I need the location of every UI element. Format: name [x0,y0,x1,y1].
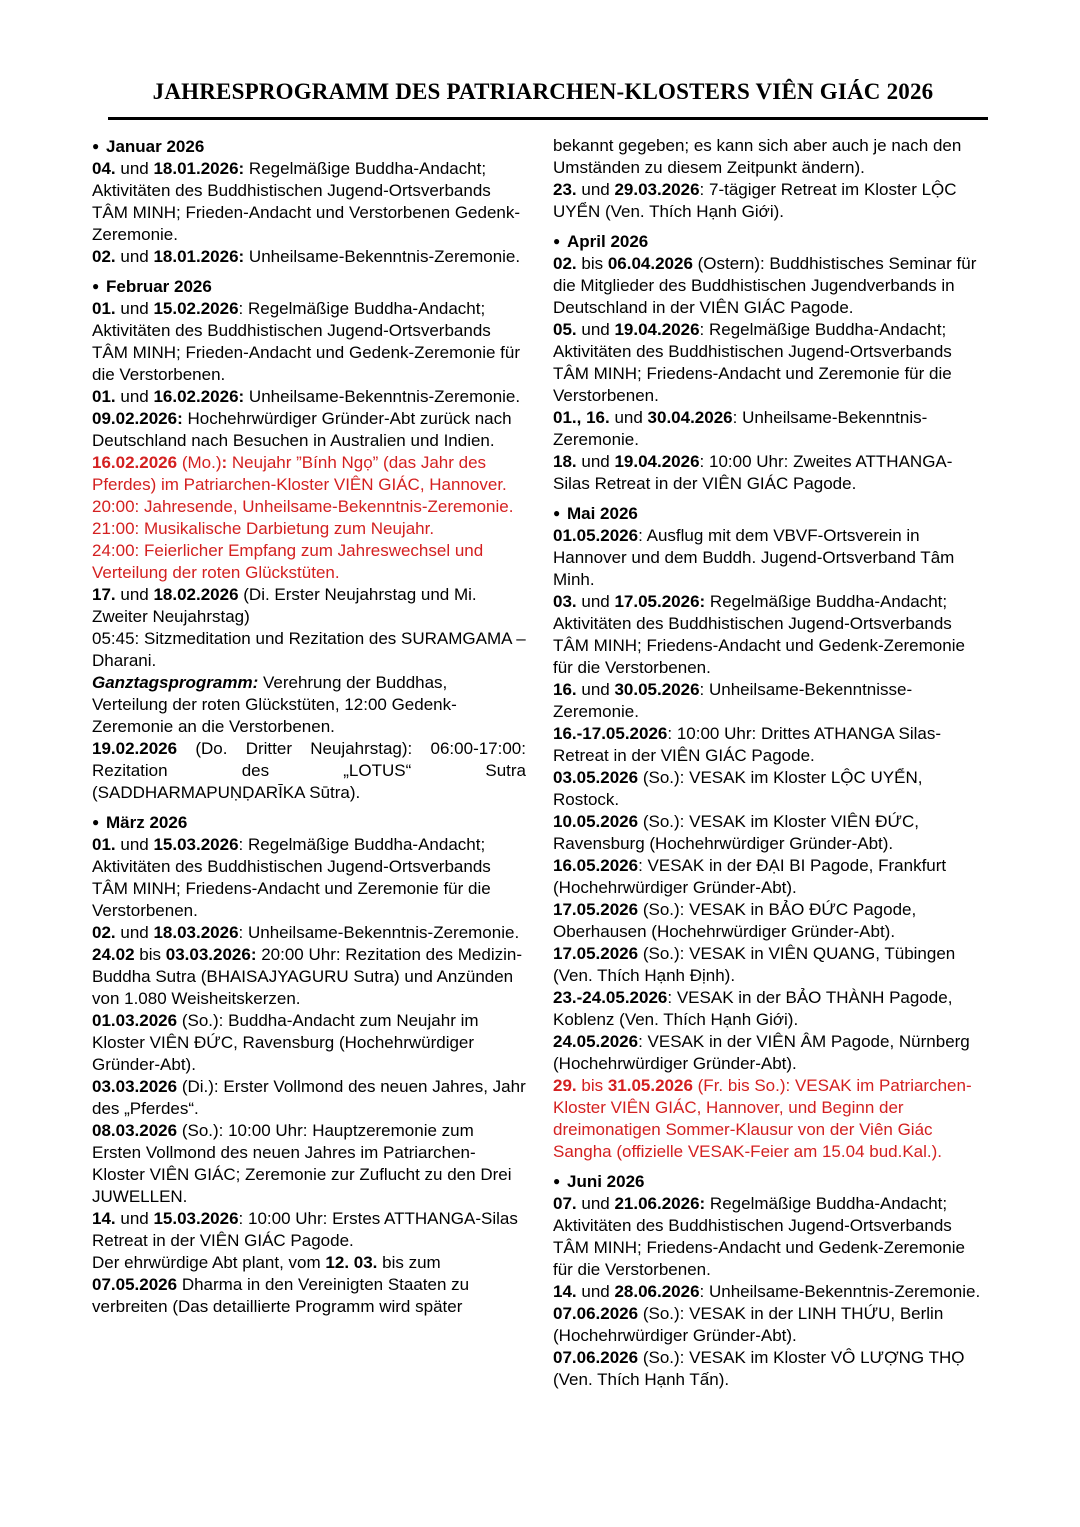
entry-date: 18.03.2026 [153,923,239,942]
entry-date: Ganztagsprogramm: [92,673,259,692]
program-entry [553,943,987,987]
entry-date: 19.04.2026 [614,452,700,471]
program-entry [553,525,987,591]
entry-date: 16.-17.05.2026 [553,724,668,743]
entry-text: : Unheilsame-Bekenntnisse-Zeremonie. [553,680,913,721]
program-entry [92,1076,526,1120]
entry-text: bis [576,1076,608,1095]
entry-text: (So.): VESAK im Kloster VIÊN ĐỨC, Ravensburg (Hochehrwürdiger Gründer-Abt). [553,812,920,853]
entry-date: 03.03.2026: [165,945,257,964]
entry-text: (So.): VESAK in BẢO ĐỨC Pagode, Oberhausen (Hochehrwürdiger Gründer-Abt). [553,900,917,941]
bullet-icon: ● [92,279,100,293]
entry-text: 20:00 Uhr: Rezitation des Medizin-Buddha Sutra (BHAISAJYAGURU Sutra) und Anzünden von 1.080 Weisheitskerzen. [92,945,523,1008]
entry-date: 31.05.2026 [607,1076,693,1095]
program-entry [92,1120,526,1208]
program-entry [92,496,526,518]
entry-date: 07.05.2026 [92,1275,178,1294]
entry-date: 12. 03. [325,1253,378,1272]
month-heading-text: Mai 2026 [567,504,638,523]
entry-date: 01. [92,299,116,318]
program-entry [92,1252,526,1318]
entry-text: bekannt gegeben; es kann sich aber auch je nach den Umständen zu diesem Zeitpunkt ändern). [553,136,962,177]
entry-text: (So.): VESAK in VIÊN QUANG, Tübingen (Ven. Thích Hạnh Định). [553,944,956,985]
entry-text: und [115,1209,154,1228]
entry-text: : VESAK in der ĐẠI BI Pagode, Frankfurt (Hochehrwürdiger Gründer-Abt). [553,856,947,897]
entry-text: Regelmäßige Buddha-Andacht; Aktivitäten des Buddhistischen Jugend-Ortsverbands TÂM MINH; Friedens-Andacht und Gedenk-Zeremonie für die Verstorbenen. [553,592,965,677]
entry-text: und [115,159,154,178]
entry-date: 18.02.2026 [153,585,239,604]
program-entry [92,540,526,584]
entry-date: 15.03.2026 [153,835,239,854]
left-column [92,135,526,1318]
month-heading [553,230,987,253]
entry-date: 02. [553,254,577,273]
entry-date: 24.05.2026 [553,1032,639,1051]
entry-text: : Regelmäßige Buddha-Andacht; Aktivitäten des Buddhistischen Jugend-Ortsverbands TÂM MINH; Frieden-Andacht und Gedenk-Zeremonie für die Verstorbenen. [92,299,521,384]
month-heading-text: Januar 2026 [106,137,205,156]
bullet-icon: ● [92,139,100,153]
entry-text: (Do. Dritter Neujahrstag): 06:00-17:00: Rezitation des „LOTUS“ Sutra [92,739,526,780]
entry-text: Neujahr ”Bính Ngọ” (das Jahr des Pferdes) im Patriarchen-Kloster VIÊN GIÁC, Hannover. [92,453,507,494]
program-entry [553,407,987,451]
entry-date: 02. [92,247,116,266]
entry-date: 30.04.2026 [647,408,733,427]
program-entry [92,158,526,246]
program-entry [92,628,526,672]
program-entry [92,922,526,944]
month-heading [553,1170,987,1193]
program-entry [92,1010,526,1076]
entry-date: 15.02.2026 [153,299,239,318]
program-entry [553,591,987,679]
entry-text: : 10:00 Uhr: Erstes ATTHANGA-Silas Retreat in der VIÊN GIÁC Pagode. [92,1209,518,1250]
entry-text: Der ehrwürdige Abt plant, vom [92,1253,326,1272]
entry-text: und [609,408,648,427]
entry-text: Verehrung der Buddhas, Verteilung der roten Glückstüten, 12:00 Gedenk-Zeremonie an die Verstorbenen. [92,673,457,736]
entry-date: 23. [553,180,577,199]
program-entry [92,386,526,408]
entry-date: 03.05.2026 [553,768,639,787]
program-entry [553,679,987,723]
entry-date: 17.05.2026 [553,944,639,963]
entry-text: (SADDHARMAPUṆḌARĪKA Sūtra). [92,783,361,802]
entry-date: 06.04.2026 [607,254,693,273]
entry-date: 03.03.2026 [92,1077,178,1096]
month-section [92,135,526,268]
entry-text: (So.): Buddha-Andacht zum Neujahr im Kloster VIÊN ĐỨC, Ravensburg (Hochehrwürdiger Gründer-Abt). [92,1011,479,1074]
entry-text: 05:45: Sitzmeditation und Rezitation des SURAMGAMA – Dharani. [92,629,526,670]
program-entry [553,135,987,179]
entry-text: und [576,1282,615,1301]
program-entry [92,584,526,628]
entry-date: 17.05.2026: [614,592,706,611]
entry-date: 14. [92,1209,116,1228]
entry-date: 19.02.2026 [92,739,178,758]
entry-text: 21:00: Musikalische Darbietung zum Neujahr. [92,519,435,538]
entry-text: und [115,247,154,266]
entry-date: : [221,453,228,472]
entry-date: 17.05.2026 [553,900,639,919]
entry-date: 28.06.2026 [614,1282,700,1301]
program-entry [92,1208,526,1252]
program-entry [553,253,987,319]
program-entry [553,767,987,811]
entry-date: 15.03.2026 [153,1209,239,1228]
bullet-icon: ● [553,1174,561,1188]
entry-text: : VESAK in der BẢO THÀNH Pagode, Koblenz (Ven. Thích Hạnh Giới). [553,988,953,1029]
program-entry [553,1281,987,1303]
program-entry [553,1031,987,1075]
entry-text: : 10:00 Uhr: Zweites ATTHANGA-Silas Retreat in der VIÊN GIÁC Pagode. [553,452,953,493]
entry-text: und [115,585,154,604]
entry-date: 17. [92,585,116,604]
entry-text: Regelmäßige Buddha-Andacht; Aktivitäten des Buddhistischen Jugend-Ortsverbands TÂM MINH; Friedens-Andacht und Gedenk-Zeremonie für die Verstorbenen. [553,1194,965,1279]
bullet-icon: ● [92,815,100,829]
program-entry [92,452,526,496]
program-entry [92,298,526,386]
entry-date: 04. [92,159,116,178]
month-heading-text: Juni 2026 [567,1172,645,1191]
entry-text: bis zum [377,1253,441,1272]
entry-text: und [115,923,154,942]
entry-text: und [115,835,154,854]
entry-date: 16.02.2026: [153,387,245,406]
program-entry [553,1193,987,1281]
entry-date: 18.01.2026: [153,247,245,266]
entry-text: Regelmäßige Buddha-Andacht; Aktivitäten des Buddhistischen Jugend-Ortsverbands TÂM MINH; Frieden-Andacht und Verstorbenen Gedenk-Zeremonie. [92,159,521,244]
entry-text: : Regelmäßige Buddha-Andacht; Aktivitäten des Buddhistischen Jugend-Ortsverbands TÂM MINH; Friedens-Andacht und Zeremonie für die Verstorbenen. [92,835,491,920]
bullet-icon: ● [553,506,561,520]
right-column [553,135,987,1391]
program-entry [553,987,987,1031]
entry-date: 16.02.2026 [92,453,178,472]
entry-date: 07.06.2026 [553,1304,639,1323]
program-entry [553,1075,987,1163]
entry-date: 08.03.2026 [92,1121,178,1140]
entry-date: 05. [553,320,577,339]
entry-text: bis [134,945,166,964]
entry-text: (So.): VESAK in der LINH THỨU, Berlin (Hochehrwürdiger Gründer-Abt). [553,1304,944,1345]
month-section [553,230,987,495]
entry-date: 01.05.2026 [553,526,639,545]
entry-date: 29.03.2026 [614,180,700,199]
month-heading [92,135,526,158]
entry-date: 21.06.2026: [614,1194,706,1213]
program-entry [553,451,987,495]
entry-text: (Ostern): Buddhistisches Seminar für die Mitglieder des Buddhistischen Jugendverbands in Deutschland in der VIÊN GIÁC Pagode. [553,254,977,317]
entry-text: und [576,320,615,339]
entry-date: 16. [553,680,577,699]
entry-date: 01.03.2026 [92,1011,178,1030]
entry-text: und [576,180,615,199]
entry-text: (Di. Erster Neujahrstag und Mi. Zweiter Neujahrstag) [92,585,477,626]
entry-text: und [115,387,154,406]
entry-text: : Unheilsame-Bekenntnis-Zeremonie. [699,1282,981,1301]
program-entry [553,811,987,855]
entry-text: (Fr. bis So.): VESAK im Patriarchen-Kloster VIÊN GIÁC, Hannover, und Beginn der dreimonatigen Sommer-Klausur von der Viên Giác Sangha (offizielle VESAK-Feier am 15.04 bud.Kal.). [553,1076,972,1161]
program-entry [92,246,526,268]
program-entry [553,319,987,407]
month-heading-text: April 2026 [567,232,649,251]
program-entry [92,944,526,1010]
program-entry [92,672,526,738]
program-entry [553,855,987,899]
entry-date: 01. [92,387,116,406]
entry-date: 09.02.2026: [92,409,183,428]
entry-date: 18.01.2026: [153,159,245,178]
entry-text: : VESAK in der VIÊN ÂM Pagode, Nürnberg (Hochehrwürdiger Gründer-Abt). [553,1032,970,1073]
entry-text: (So.): 10:00 Uhr: Hauptzeremonie zum Ersten Vollmond des neuen Jahres im Patriarchen-Kloster VIÊN GIÁC; Zeremonie zur Zuflucht zu den Drei JUWELLEN. [92,1121,512,1206]
entry-date: 07. [553,1194,577,1213]
entry-date: 23.-24.05.2026 [553,988,668,1007]
month-section [92,811,526,1318]
entry-date: 30.05.2026 [614,680,700,699]
entry-date: 07.06.2026 [553,1348,639,1367]
program-entry [553,723,987,767]
program-entry [553,899,987,943]
title-divider [108,117,988,120]
entry-date: 29. [553,1076,577,1095]
entry-date: 10.05.2026 [553,812,639,831]
entry-text: und [576,592,615,611]
entry-text: Unheilsame-Bekenntnis-Zeremonie. [244,247,521,266]
entry-text: (Di.): Erster Vollmond des neuen Jahres, Jahr des „Pferdes“. [92,1077,526,1118]
entry-date: 16.05.2026 [553,856,639,875]
entry-text: Unheilsame-Bekenntnis-Zeremonie. [244,387,521,406]
entry-date: 01., 16. [553,408,610,427]
program-entry [553,1303,987,1347]
program-entry [92,408,526,452]
month-heading [92,811,526,834]
entry-text: (So.): VESAK im Kloster LỘC UYỂN, Rostock. [553,768,923,809]
entry-text: Dharma in den Vereinigten Staaten zu verbreiten (Das detaillierte Programm wird später [92,1275,470,1316]
entry-date: 14. [553,1282,577,1301]
entry-text: (So.): VESAK im Kloster VÔ LƯỢNG THỌ (Ven. Thích Hạnh Tấn). [553,1348,965,1389]
program-entry [92,518,526,540]
program-entry [92,738,526,782]
entry-text: 20:00: Jahresende, Unheilsame-Bekenntnis-Zeremonie. [92,497,514,516]
entry-text: und [576,680,615,699]
entry-date: 01. [92,835,116,854]
month-section [553,1170,987,1391]
entry-date: 02. [92,923,116,942]
entry-date: 24.02 [92,945,135,964]
month-heading [553,502,987,525]
entry-date: 03. [553,592,577,611]
program-entry [92,782,526,804]
entry-text: : 7-tägiger Retreat im Kloster LỘC UYỂN (Ven. Thích Hạnh Giới). [553,180,957,221]
month-heading-text: Februar 2026 [106,277,212,296]
month-section [92,275,526,804]
entry-text: 24:00: Feierlicher Empfang zum Jahreswechsel und Verteilung der roten Glückstüten. [92,541,484,582]
entry-text: und [576,452,615,471]
entry-date: 18. [553,452,577,471]
month-heading-text: März 2026 [106,813,188,832]
entry-date: 19.04.2026 [614,320,700,339]
entry-text: bis [576,254,608,273]
entry-text: (Mo.) [177,453,222,472]
entry-text: : Unheilsame-Bekenntnis-Zeremonie. [553,408,928,449]
month-heading [92,275,526,298]
program-entry [553,179,987,223]
entry-text: und [115,299,154,318]
entry-text: Hochehrwürdiger Gründer-Abt zurück nach Deutschland nach Besuchen in Australien und Indien. [92,409,512,450]
entry-text: : Regelmäßige Buddha-Andacht; Aktivitäten des Buddhistischen Jugend-Ortsverbands TÂM MINH; Friedens-Andacht und Zeremonie für die Verstorbenen. [553,320,952,405]
entry-text: und [576,1194,615,1213]
month-section [553,135,987,223]
program-entry [553,1347,987,1391]
bullet-icon: ● [553,234,561,248]
month-section [553,502,987,1163]
entry-text: : Unheilsame-Bekenntnis-Zeremonie. [238,923,520,942]
entry-text: : Ausflug mit dem VBVF-Ortsverein in Hannover und dem Buddh. Jugend-Ortsverband Tâm Minh. [553,526,955,589]
page-title: JAHRESPROGRAMM DES PATRIARCHEN-KLOSTERS VIÊN GIÁC 2026 [152,79,934,104]
program-entry [92,834,526,922]
entry-text: : 10:00 Uhr: Drittes ATHANGA Silas-Retreat in der VIÊN GIÁC Pagode. [553,724,942,765]
